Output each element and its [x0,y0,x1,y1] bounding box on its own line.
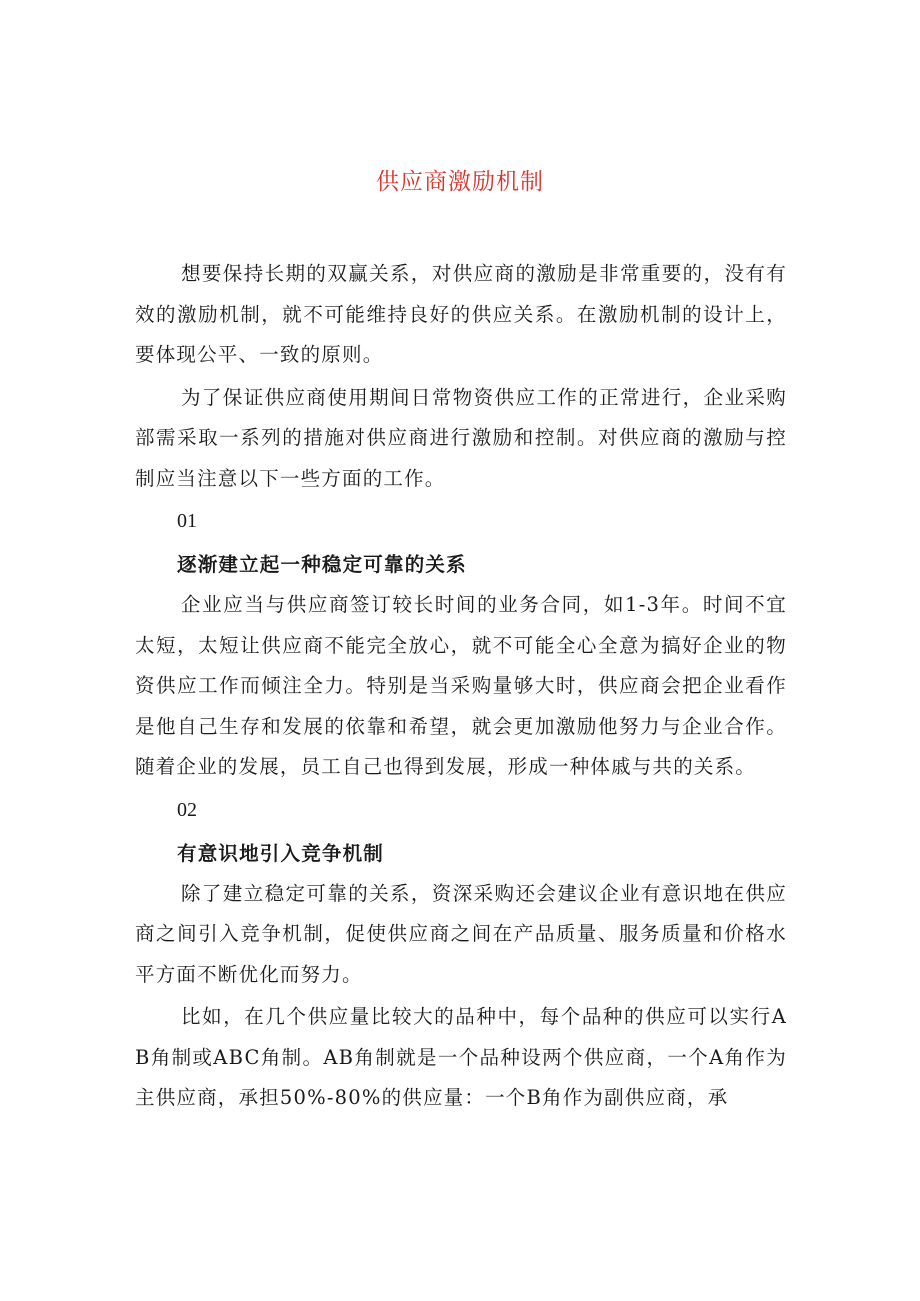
section-01 [135,501,787,788]
section-heading: 逐渐建立起一种稳定可靠的关系 [177,553,467,576]
section-number: 02 [177,798,197,821]
section-paragraph: 企业应当与供应商签订较长时间的业务合同，如1-3年。时间不宜太短，太短让供应商不能完全放心，就不可能全心全意为搞好企业的物资供应工作而倾注全力。特别是当采购量够大时，供应商会把企业看作是他自己生存和发展的依靠和希望，就会更加激励他努力与企业合作。随着企业的发展，员工自己也得到发展，形成一种体戚与共的关系。 [135,593,787,778]
section-number: 01 [177,510,197,532]
section-paragraph: 除了建立稳定可靠的关系，资深采购还会建议企业有意识地在供应商之间引入竞争机制，促使供应商之间在产品质量、服务质量和价格水平方面不断优化而努力。 [135,881,787,986]
intro-paragraph-1: 想要保持长期的双赢关系，对供应商的激励是非常重要的，没有有效的激励机制，就不可能维持良好的供应关系。在激励机制的设计上，要体现公平、一致的原则。 [135,262,787,366]
section-paragraph: 比如，在几个供应量比较大的品种中，每个品种的供应可以实行AB角制或ABC角制。AB角制就是一个品种设两个供应商，一个A角作为主供应商，承担50%-80%的供应量：一个B角作为副供应商，承 [135,1005,787,1109]
section-heading: 有意识地引入竞争机制 [177,841,385,865]
intro-paragraph-2: 为了保证供应商使用期间日常物资供应工作的正常进行，企业采购部需采取一系列的措施对供应商进行激励和控制。对供应商的激励与控制应当注意以下一些方面的工作。 [135,385,787,490]
page-title: 供应商激励机制 [376,169,544,195]
section-02 [135,790,787,1119]
document-body [135,254,787,1121]
